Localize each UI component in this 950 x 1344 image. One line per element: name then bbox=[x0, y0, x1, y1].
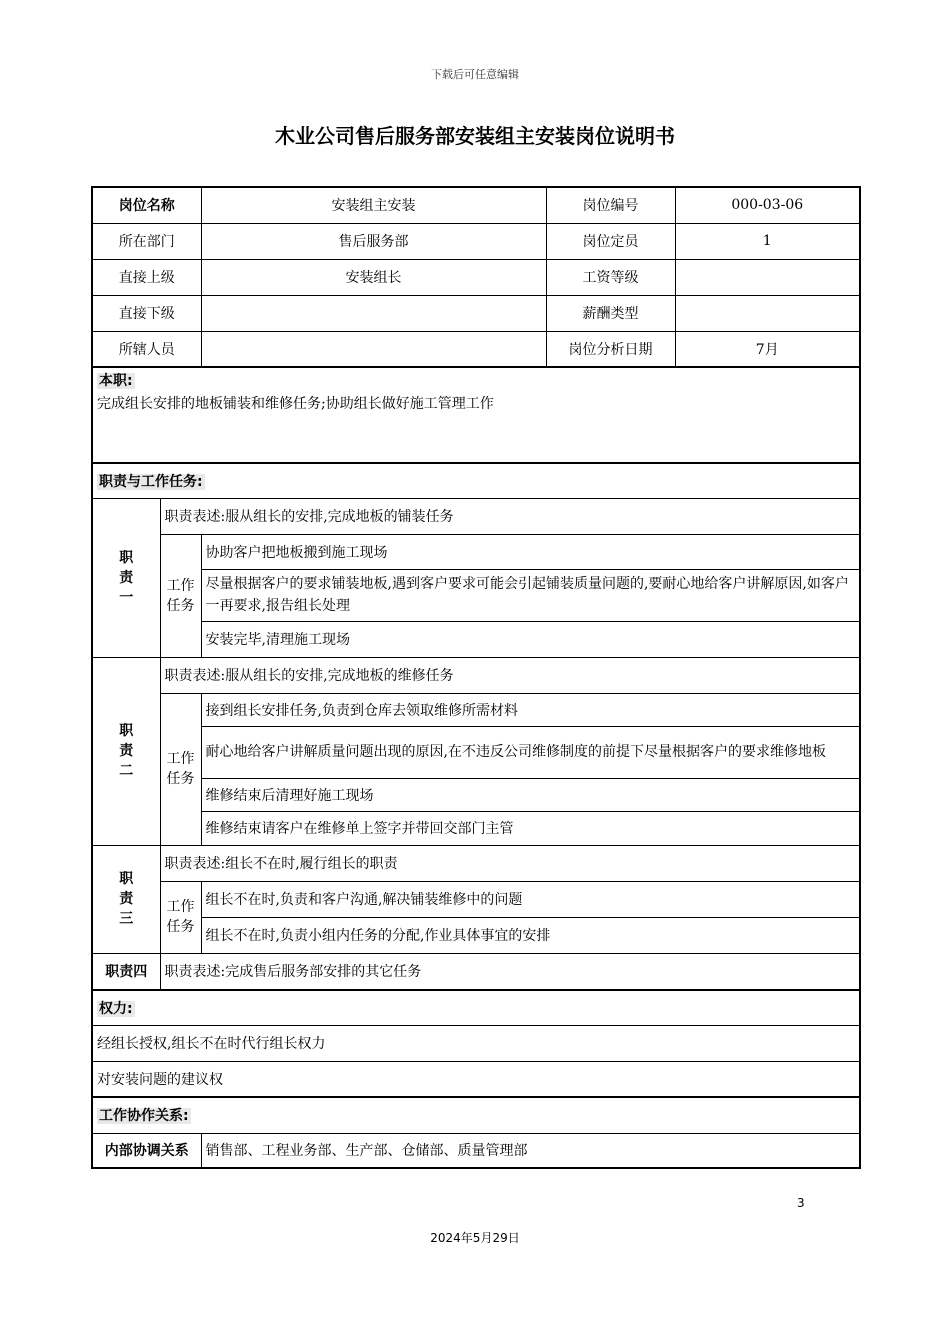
power-label: 权力: bbox=[99, 1000, 133, 1017]
internal-label: 内部协调关系 bbox=[92, 1133, 201, 1168]
duty2-label: 职责二 bbox=[92, 657, 160, 845]
duty4-label: 职责四 bbox=[92, 953, 160, 990]
benzhi-text: 完成组长安排的地板铺装和维修任务;协助组长做好施工管理工作 bbox=[97, 396, 494, 412]
duty2-task-row bbox=[92, 693, 860, 726]
info-label: 直接下级 bbox=[92, 295, 201, 331]
info-value: 售后服务部 bbox=[201, 223, 546, 259]
info-row bbox=[92, 223, 860, 259]
task-label: 工作任务 bbox=[160, 534, 201, 657]
info-label: 岗位编号 bbox=[546, 187, 675, 223]
duties-header bbox=[92, 463, 860, 498]
power-row bbox=[92, 1061, 860, 1097]
duty2-desc-row bbox=[92, 657, 860, 693]
duty4-desc: 职责表述:完成售后服务部安排的其它任务 bbox=[160, 953, 860, 990]
header-note: 下载后可任意编辑 bbox=[431, 68, 519, 81]
benzhi-section bbox=[92, 367, 860, 463]
info-label: 岗位定员 bbox=[546, 223, 675, 259]
info-value bbox=[675, 295, 860, 331]
info-value bbox=[201, 295, 546, 331]
power-item: 经组长授权,组长不在时代行组长权力 bbox=[92, 1025, 860, 1061]
page-title: 木业公司售后服务部安装组主安装岗位说明书 bbox=[275, 124, 675, 148]
duty1-task-row bbox=[92, 534, 860, 569]
info-value: 安装组主安装 bbox=[201, 187, 546, 223]
task-label: 工作任务 bbox=[160, 881, 201, 953]
info-value: 安装组长 bbox=[201, 259, 546, 295]
info-label: 所辖人员 bbox=[92, 331, 201, 367]
duty3-desc-row bbox=[92, 845, 860, 881]
power-item: 对安装问题的建议权 bbox=[92, 1061, 860, 1097]
info-row bbox=[92, 259, 860, 295]
cooperation-label: 工作协作关系: bbox=[99, 1108, 189, 1125]
duty3-task-row bbox=[92, 881, 860, 917]
task-item: 维修结束请客户在维修单上签字并带回交部门主管 bbox=[201, 811, 860, 845]
task-item: 尽量根据客户的要求铺装地板,遇到客户要求可能会引起铺装质量问题的,要耐心地给客户讲解原因,如客户一再要求,报告组长处理 bbox=[201, 569, 860, 621]
duty4-row bbox=[92, 953, 860, 990]
page-number: 3 bbox=[797, 1196, 805, 1210]
benzhi-label: 本职: bbox=[99, 373, 133, 389]
cooperation-header bbox=[92, 1097, 860, 1133]
info-label: 薪酬类型 bbox=[546, 295, 675, 331]
info-value bbox=[675, 259, 860, 295]
duty1-task-row bbox=[92, 569, 860, 621]
info-row bbox=[92, 187, 860, 223]
duty1-label: 职责一 bbox=[92, 498, 160, 657]
duty1-task-row bbox=[92, 621, 860, 657]
info-row bbox=[92, 295, 860, 331]
duty3-label: 职责三 bbox=[92, 845, 160, 953]
job-description-table bbox=[91, 186, 861, 1169]
info-value bbox=[201, 331, 546, 367]
footer-date: 2024年5月29日 bbox=[430, 1231, 520, 1245]
task-item: 耐心地给客户讲解质量问题出现的原因,在不违反公司维修制度的前提下尽量根据客户的要求维修地板 bbox=[201, 726, 860, 778]
power-header bbox=[92, 990, 860, 1025]
duty3-task-row bbox=[92, 917, 860, 953]
task-item: 接到组长安排任务,负责到仓库去领取维修所需材料 bbox=[201, 693, 860, 726]
task-item: 维修结束后清理好施工现场 bbox=[201, 778, 860, 811]
info-label: 岗位名称 bbox=[92, 187, 201, 223]
info-row bbox=[92, 331, 860, 367]
info-label: 工资等级 bbox=[546, 259, 675, 295]
internal-row bbox=[92, 1133, 860, 1168]
task-item: 协助客户把地板搬到施工现场 bbox=[201, 534, 860, 569]
task-item: 安装完毕,清理施工现场 bbox=[201, 621, 860, 657]
power-row bbox=[92, 1025, 860, 1061]
duty2-task-row bbox=[92, 811, 860, 845]
info-value: 000-03-06 bbox=[675, 187, 860, 223]
info-label: 所在部门 bbox=[92, 223, 201, 259]
duty2-task-row bbox=[92, 726, 860, 778]
task-item: 组长不在时,负责小组内任务的分配,作业具体事宜的安排 bbox=[201, 917, 860, 953]
internal-value: 销售部、工程业务部、生产部、仓储部、质量管理部 bbox=[201, 1133, 860, 1168]
duty3-desc: 职责表述:组长不在时,履行组长的职责 bbox=[160, 845, 860, 881]
info-label: 直接上级 bbox=[92, 259, 201, 295]
task-label: 工作任务 bbox=[160, 693, 201, 845]
duty2-desc: 职责表述:服从组长的安排,完成地板的维修任务 bbox=[160, 657, 860, 693]
info-value: 1 bbox=[675, 223, 860, 259]
duty1-desc: 职责表述:服从组长的安排,完成地板的铺装任务 bbox=[160, 498, 860, 534]
info-value: 7月 bbox=[675, 331, 860, 367]
info-label: 岗位分析日期 bbox=[546, 331, 675, 367]
duties-label: 职责与工作任务: bbox=[99, 473, 203, 490]
task-item: 组长不在时,负责和客户沟通,解决铺装维修中的问题 bbox=[201, 881, 860, 917]
duty1-desc-row bbox=[92, 498, 860, 534]
duty2-task-row bbox=[92, 778, 860, 811]
